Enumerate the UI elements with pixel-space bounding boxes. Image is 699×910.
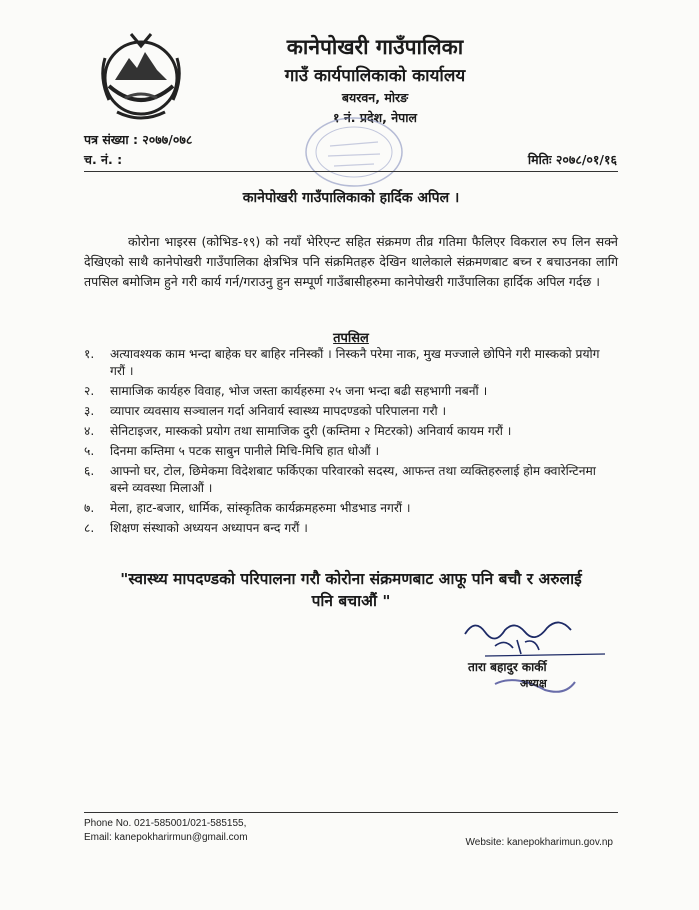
- appeal-paragraph: [84, 232, 618, 292]
- slogan-line-2: पनि बचाऔं ": [311, 592, 391, 610]
- municipality-name: कानेपोखरी गाउँपालिका: [286, 35, 464, 59]
- footer-website: Website: kanepokharimun.gov.np: [465, 837, 613, 848]
- letter-subject: कानेपोखरी गाउँपालिकाको हार्दिक अपिल ।: [242, 190, 460, 206]
- list-item: [84, 403, 618, 420]
- item-number: ३.: [84, 404, 95, 418]
- footer-email: Email: kanepokharirmun@gmail.com: [84, 832, 248, 843]
- tapsil-heading-text: तपसिल: [333, 331, 369, 346]
- nepal-emblem-logo: [95, 28, 187, 124]
- item-text: अत्यावश्यक काम भन्दा बाहेक घर बाहिर ननिस्कौं । निस्कनै परेमा नाक, मुख मज्जाले छोपिने गरी मास्कको प्रयोग गरौं ।: [110, 347, 600, 378]
- item-number: ८.: [84, 521, 95, 535]
- item-text: सामाजिक कार्यहरु विवाह, भोज जस्ता कार्यहरुमा २५ जना भन्दा बढी सहभागी नबनौं ।: [110, 384, 488, 398]
- signatory-name: तारा बहादुर कार्की: [468, 660, 547, 674]
- letter-date: मितिः २०७८/०१/१६: [527, 152, 617, 167]
- item-text: दिनमा कम्तिमा ५ पटक साबुन पानीले मिचि-मिचि हात धोऔं ।: [110, 444, 380, 458]
- item-number: २.: [84, 384, 95, 398]
- item-text: व्यापार व्यवसाय सञ्चालन गर्दा अनिवार्य स्वास्थ्य मापदण्डको परिपालना गरौ ।: [110, 404, 447, 418]
- list-item: [84, 346, 618, 380]
- dispatch-number: च. नं. :: [84, 152, 123, 167]
- list-item: [84, 500, 618, 517]
- item-text: सेनिटाइजर, मास्कको प्रयोग तथा सामाजिक दुरी (कम्तिमा २ मिटरको) अनिवार्य कायम गरौं ।: [110, 424, 512, 438]
- signatory-title: अध्यक्ष: [520, 677, 547, 690]
- list-item: [84, 383, 618, 400]
- instruction-list: [84, 346, 618, 540]
- list-item: [84, 443, 618, 460]
- slogan-line-1: "स्वास्थ्य मापदण्डको परिपालना गरौ कोरोना संक्रमणबाट आफू पनि बचौ र अरुलाई: [120, 570, 582, 588]
- appeal-text: कोरोना भाइरस (कोभिड-१९) को नयाँ भेरिएन्ट सहित संक्रमण तीव्र गतिमा फैलिएर विकराल रुप लिन सक्ने देखिएको साथै कानेपोखरी गाउँपालिका क्षेत्रभित्र पनि संक्रमितहरु देखिन थालेकाले संक्रमणबाट बच्न र बचाउनका लागि तपसिल बमोजिम हुने गरी कार्य गर्न/गराउनु हुन सम्पूर्ण गाउँबासीहरुमा कानेपोखरी गाउँपालिका हार्दिक अपिल गर्दछ ।: [84, 234, 618, 289]
- list-item: [84, 463, 618, 497]
- item-number: १.: [84, 347, 95, 361]
- office-stamp: [300, 112, 408, 192]
- item-text: मेला, हाट-बजार, धार्मिक, सांस्कृतिक कार्यक्रमहरुमा भीडभाड नगरौं ।: [110, 501, 411, 515]
- list-item: [84, 423, 618, 440]
- item-number: ६.: [84, 464, 95, 478]
- item-text: शिक्षण संस्थाको अध्ययन अध्यापन बन्द गरौं ।: [110, 521, 308, 535]
- item-number: ७.: [84, 501, 95, 515]
- letter-number: पत्र संख्या : २०७७/०७८: [84, 132, 193, 147]
- header-divider: [84, 171, 618, 172]
- footer-divider: [84, 812, 618, 813]
- office-address: बयरवन, मोरङ: [341, 90, 409, 105]
- item-text: आफ्नो घर, टोल, छिमेकमा विदेशबाट फर्किएका परिवारको सदस्य, आफन्त तथा व्यक्तिहरुलाई होम क्वारेन्टिनमा बस्ने व्यवस्था मिलाऔं ।: [110, 464, 596, 495]
- slogan: [96, 568, 606, 612]
- list-item: [84, 520, 618, 537]
- tapsil-heading: [84, 328, 618, 346]
- province-line: १ नं. प्रदेश, नेपाल: [333, 110, 417, 125]
- office-name: गाउँ कार्यपालिकाको कार्यालय: [284, 66, 466, 86]
- item-number: ५.: [84, 444, 95, 458]
- item-number: ४.: [84, 424, 95, 438]
- footer-phone: Phone No. 021-585001/021-585155,: [84, 818, 247, 829]
